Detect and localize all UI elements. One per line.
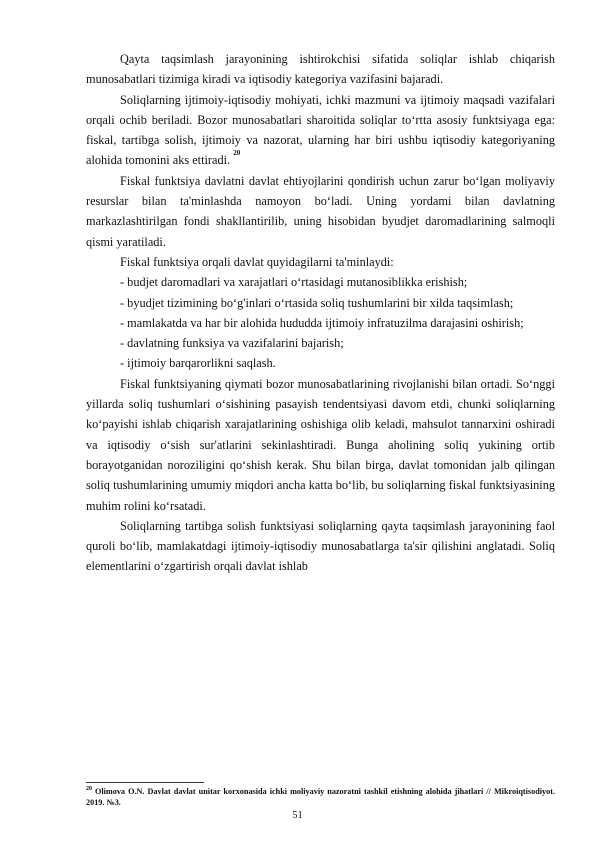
paragraph-2 (86, 90, 555, 171)
footnote-marker: 20 (86, 786, 92, 792)
list-item-3: - mamlakatda va har bir alohida hududda ijtimoiy infratuzilma darajasini oshirish; (120, 315, 524, 330)
list-item-1: - budjet daromadlari va xarajatlari o‘rtasidagi mutanosiblikka erishish; (120, 275, 468, 290)
list-item-5: - ijtimoiy barqarorlikni saqlash. (120, 356, 276, 371)
paragraph-5: Fiskal funktsiyaning qiymati bozor munosabatlarining rivojlanishi bilan ortadi. So‘nggi yillarda soliq tushumlari o‘sishining pasayish tendentsiyasi davom etdi, chunki soliqlarning ko‘payishi ishlab chiqarish xarajatlarining oshishiga olib keladi, mahsulot tannarxini oshiradi va iqtisodiy o‘sish sur'atlarini sekinlashtiradi. Bunga aholining soliq yukining ortib borayotganidan noroziligini qo‘shish kerak. Shu bilan birga, davlat tomonidan jalb qilingan soliq tushumlarining umumiy miqdori ancha katta bo‘lib, bu soliqlarning fiskal funktsiyasining muhim rolini ko‘rsatadi. (86, 376, 555, 513)
footnote-text: Olimova O.N. Davlat davlat unitar korxonasida ichki moliyaviy nazoratni tashkil etishning alohida jihatlari // Mikroiqtisodiyot. 2019. №3. (86, 787, 555, 807)
paragraph-6: Soliqlarning tartibga solish funktsiyasi soliqlarning qayta taqsimlash jarayonining faol quroli bo‘lib, mamlakatdagi ijtimoiy-iqtisodiy munosabatlarga ta'sir qilishini anglatadi. Soliq elementlarini o‘zgartirish orqali davlat ishlab (86, 518, 555, 574)
footnote-reference[interactable]: 20 (233, 149, 241, 158)
paragraph-1: Qayta taqsimlash jarayonining ishtirokchisi sifatida soliqlar ishlab chiqarish munosabatlari tizimiga kiradi va iqtisodiy kategoriya vazifasini bajaradi. (86, 52, 555, 87)
paragraph-3: Fiskal funktsiya davlatni davlat ehtiyojlarini qondirish uchun zarur bo‘lgan moliyaviy resurslar bilan ta'minlashda namoyon bo‘ladi. Uning yordami bilan davlatning markazlashtirilgan fondi shakllantirilib, uning hisobidan byudjet daromadlarining salmoqli qismi yaratiladi. (86, 173, 555, 249)
list-item-4: - davlatning funksiya va vazifalarini bajarish; (120, 336, 344, 351)
body-text (86, 49, 555, 577)
list-item-2: - byudjet tizimining bo‘g'inlari o‘rtasida soliq tushumlarini bir xilda taqsimlash; (120, 295, 514, 310)
footnote-divider (86, 782, 204, 783)
paragraph-4: Fiskal funktsiya orqali davlat quyidagilarni ta'minlaydi: (120, 254, 394, 269)
page-number: 51 (292, 810, 303, 821)
footnote (86, 786, 555, 808)
paragraph-2-text: Soliqlarning ijtimoiy-iqtisodiy mohiyati, ichki mazmuni va ijtimoiy maqsadi vazifalari orqali ochib beriladi. Bozor munosabatlari sharoitida soliqlar to‘rtta asosiy funktsiyaga ega: fiskal, tartibga solish, ijtimoiy va nazorat, ularning har biri ushbu iqtisodiy kategoriyaning alohida tomonini aks ettiradi. (86, 92, 555, 168)
